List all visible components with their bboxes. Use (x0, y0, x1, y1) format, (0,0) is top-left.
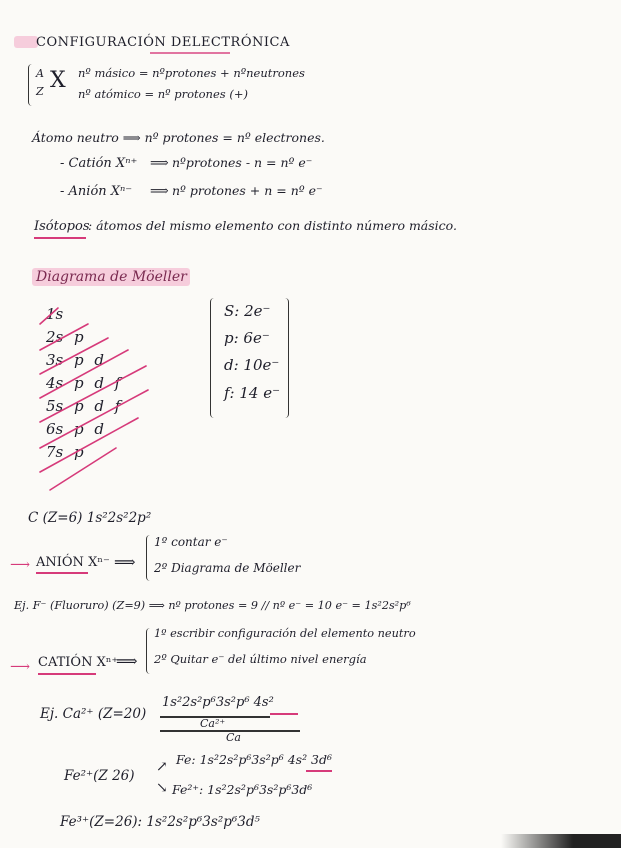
carbon-example: C (Z=6) 1s²2s²2p² (28, 510, 152, 526)
capacity-d: d: 10e⁻ (224, 356, 280, 374)
anion-procedure-arrow-icon: ⟹ (114, 553, 136, 571)
cation-step-1: 1º escribir configuración del elemento neutro (154, 627, 416, 640)
capacity-f: f: 14 e⁻ (224, 384, 281, 402)
iron2-configuration: Fe²⁺: 1s²2s²p⁶3s²p⁶3d⁶ (172, 782, 313, 797)
title-underline (150, 52, 230, 54)
moeller-title: Diagrama de Möeller (36, 269, 187, 285)
photo-edge-shadow (501, 834, 621, 848)
iron-neutral-configuration: Fe: 1s²2s²p⁶3s²p⁶ 4s² 3d⁶ (176, 752, 333, 767)
anion-arrow-icon: ⟹ (150, 184, 169, 199)
moeller-row-1: 1s (46, 305, 64, 323)
notation-bracket (28, 64, 35, 106)
cation-procedure-label: CATIÓN Xⁿ⁺ (38, 655, 119, 670)
moeller-row-4: 4s p d f (46, 374, 121, 392)
capacity-p: p: 6e⁻ (224, 329, 270, 347)
cation-step-2: 2º Quitar e⁻ del último nivel energía (154, 652, 367, 666)
capacity-bracket-right (282, 298, 289, 418)
element-symbol: X (50, 68, 66, 93)
mass-number-a: A (36, 67, 44, 80)
calcium-configuration: 1s²2s²p⁶3s²p⁶ 4s² (162, 695, 274, 710)
anion-label-underline (36, 572, 88, 574)
iron2-example-label: Fe²⁺(Z 26) (64, 768, 135, 784)
moeller-row-2: 2s p (46, 328, 84, 346)
iron-branch-arrow-icon: ↗ (156, 759, 168, 775)
cation-label-underline (38, 673, 96, 675)
fluoride-example: Ej. F⁻ (Fluoruro) (Z=9) ⟹ nº protones = 9 // nº e⁻ = 10 e⁻ = 1s²2s²p⁶ (14, 599, 411, 612)
moeller-row-5: 5s p d f (46, 397, 121, 415)
cation-rule: nºprotones - n = nº e⁻ (172, 155, 313, 170)
atomic-number-z: Z (36, 85, 44, 98)
moeller-row-7: 7s p (46, 443, 84, 461)
cation-pointer-arrow-icon: ⟶ (10, 659, 31, 675)
isotopes-definition: : átomos del mismo elemento con distinto número másico. (88, 218, 457, 233)
isotopes-underline (34, 237, 86, 239)
isotopes-label: Isótopos (34, 219, 90, 234)
page-title: CONFIGURACIÓN DELECTRÓNICA (36, 35, 290, 50)
neutral-atom-rule: Átomo neutro ⟹ nº protones = nº electrones. (32, 130, 325, 145)
moeller-row-6: 6s p d (46, 420, 104, 438)
anion-rule: nº protones + n = nº e⁻ (172, 183, 323, 198)
cation-steps-brace (146, 628, 152, 674)
anion-steps-brace (146, 535, 152, 581)
iron-branch-arrow-down-icon: ↘ (156, 780, 168, 796)
calcium-ion-label: Ca²⁺ (200, 717, 226, 730)
calcium-example-label: Ej. Ca²⁺ (Z=20) (40, 706, 147, 722)
capacity-s: S: 2e⁻ (224, 302, 271, 320)
mass-number-definition: nº másico = nºprotones + nºneutrones (78, 66, 305, 80)
iron3-example: Fe³⁺(Z=26): 1s²2s²p⁶3s²p⁶3d⁵ (60, 814, 260, 830)
capacity-bracket-left (210, 298, 217, 418)
iron-4s-underline (306, 770, 332, 772)
title-highlight-mark (14, 36, 38, 48)
moeller-row-3: 3s p d (46, 351, 104, 369)
anion-step-1: 1º contar e⁻ (154, 535, 228, 549)
cation-arrow-icon: ⟹ (150, 156, 169, 171)
anion-step-2: 2º Diagrama de Möeller (154, 561, 301, 575)
moeller-diagonal-arrows (28, 300, 168, 500)
cation-label: - Catión Xⁿ⁺ (60, 156, 138, 171)
atomic-number-definition: nº atómico = nº protones (+) (78, 87, 248, 101)
anion-procedure-label: ANIÓN Xⁿ⁻ (36, 555, 110, 570)
anion-pointer-arrow-icon: ⟶ (10, 557, 31, 573)
calcium-neutral-label: Ca (226, 731, 241, 744)
anion-label: - Anión Xⁿ⁻ (60, 184, 133, 199)
calcium-4s-underline (270, 713, 298, 715)
cation-procedure-arrow-icon: ⟹ (116, 652, 138, 670)
